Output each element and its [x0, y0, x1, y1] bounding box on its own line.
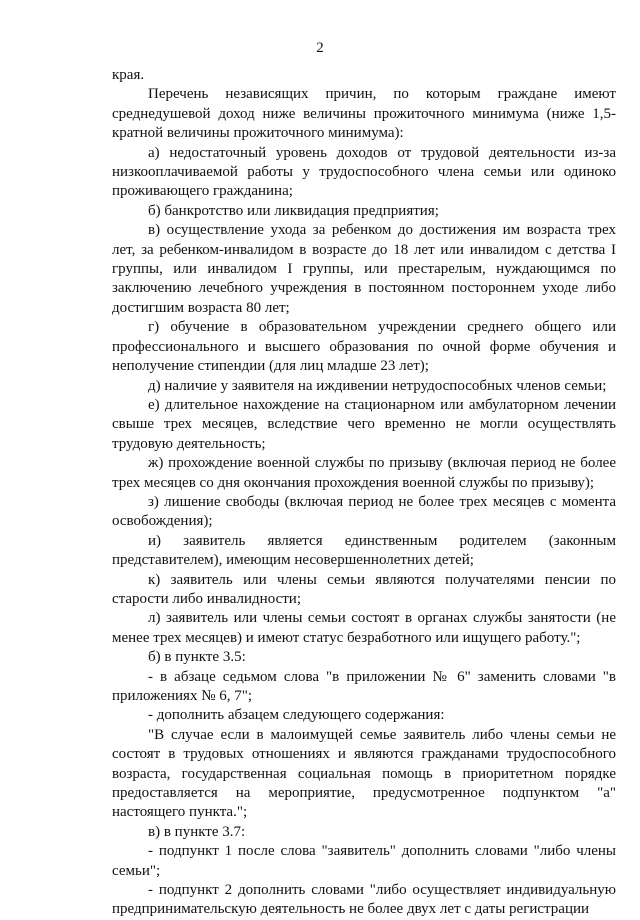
list-item: з) лишение свободы (включая период не более трех месяцев с момента освобождения);: [112, 493, 616, 530]
paragraph: края.: [112, 67, 145, 83]
list-item: а) недостаточный уровень доходов от трудовой деятельности из-за низкооплачиваемой работы у трудоспособного члена семьи или одиноко проживающего гражданина;: [112, 144, 616, 200]
amendment-item: - подпункт 2 дополнить словами "либо осуществляет индивидуальную предпринимательскую деятельность не более двух лет с даты регистрации: [112, 882, 616, 918]
list-item: д) наличие у заявителя на иждивении нетрудоспособных членов семьи;: [148, 377, 607, 394]
quoted-paragraph: "В случае если в малоимущей семье заявитель либо члены семьи не состоят в трудовых отношениях и являются гражданами трудоспособного возраста, государственная социальная помощь в приоритетном порядке предоставляется на мероприятие, предусмотренное подпунктом "а" настоящего пункта.";: [112, 726, 616, 821]
section-heading: б) в пункте 3.5:: [148, 649, 246, 666]
list-item: г) обучение в образовательном учреждении среднего общего или профессионального и высшего образования по очной форме обучения и неполучение стипендии (для лиц младше 23 лет);: [112, 319, 616, 375]
amendment-item: - дополнить абзацем следующего содержания:: [148, 707, 445, 724]
document-body: [112, 66, 616, 920]
list-item: е) длительное нахождение на стационарном или амбулаторном лечении свыше трех месяцев, вследствие чего временно не могли осуществлять трудовую деятельность;: [112, 396, 616, 452]
list-item: б) банкротство или ликвидация предприятия;: [148, 202, 439, 219]
amendment-item: - в абзаце седьмом слова "в приложении № 6" заменить словами "в приложениях № 6, 7";: [112, 668, 616, 704]
list-item: и) заявитель является единственным родителем (законным представителем), имеющим несовершеннолетних детей;: [112, 532, 616, 569]
list-item: в) осуществление ухода за ребенком до достижения им возраста трех лет, за ребенком-инвалидом в возрасте до 18 лет или инвалидом с детства I группы, или инвалидом I группы, или престарелым, нуждающимся по заключению лечебного учреждения в постоянном постороннем уходе либо достигшим возраста 80 лет;: [112, 222, 616, 316]
paragraph: Перечень независящих причин, по которым граждане имеют среднедушевой доход ниже величины прожиточного минимума (ниже 1,5-кратной величины прожиточного минимума):: [112, 86, 616, 142]
section-heading: в) в пункте 3.7:: [148, 823, 246, 840]
list-item: к) заявитель или члены семьи являются получателями пенсии по старости либо инвалидности;: [112, 571, 616, 607]
amendment-item: - подпункт 1 после слова "заявитель" дополнить словами "либо члены семьи";: [112, 843, 616, 879]
list-item: ж) прохождение военной службы по призыву (включая период не более трех месяцев со дня окончания прохождения военной службы по призыву);: [112, 455, 616, 491]
list-item: л) заявитель или члены семьи состоят в органах службы занятости (не менее трех месяцев) и имеют статус безработного или ищущего работу.";: [112, 610, 616, 646]
page-number: 2: [316, 40, 324, 56]
